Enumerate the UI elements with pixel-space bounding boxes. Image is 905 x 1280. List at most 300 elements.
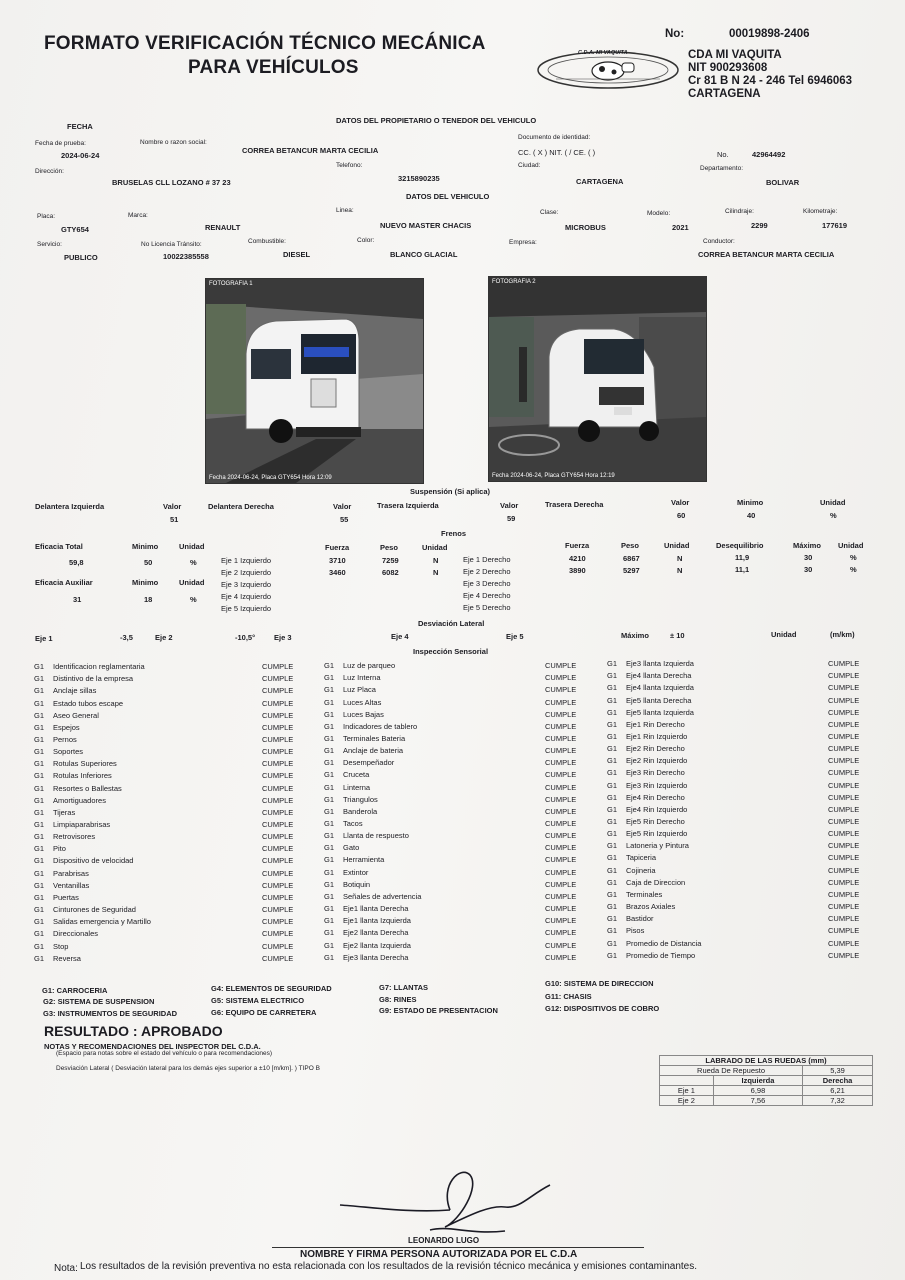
inspection-group-code: G1	[34, 722, 45, 732]
inspection-group-code: G1	[34, 783, 45, 793]
inspection-group-code: G1	[607, 671, 618, 681]
modelo-label: Modelo:	[647, 210, 671, 217]
inspection-group-code: G1	[607, 926, 618, 936]
direccion-label: Dirección:	[35, 168, 64, 175]
r1-peso: 6867	[623, 554, 640, 563]
licencia-label: No Licencia Tránsito:	[141, 241, 202, 248]
inspection-item-result: CUMPLE	[828, 756, 860, 766]
inspection-item-result: CUMPLE	[828, 780, 860, 790]
dev-eje2-label: Eje 2	[155, 633, 173, 642]
inspection-group-code: G1	[324, 697, 335, 707]
inspection-item-label: Anclaje sillas	[53, 686, 97, 696]
eficacia-total-label: Eficacia Total	[35, 542, 83, 551]
inspection-item-result: CUMPLE	[262, 880, 294, 890]
inspection-item-label: Identificacion reglamentaria	[53, 662, 145, 671]
susp-valor-label-3: Valor	[500, 501, 519, 510]
inspection-item-result: CUMPLE	[545, 733, 577, 743]
inspection-item-result: CUMPLE	[262, 820, 294, 829]
l2-peso: 6082	[382, 568, 399, 577]
ea-unit: %	[190, 595, 197, 604]
inspection-item-result: CUMPLE	[828, 671, 860, 681]
photo-1-label: FOTOGRAFIA 1	[209, 281, 253, 287]
right-axle-1: Eje 1 Derecho	[463, 555, 511, 564]
inspection-group-code: G1	[607, 719, 618, 729]
photo-1	[205, 278, 424, 484]
ciudad-label: Ciudad:	[518, 162, 541, 169]
inspection-item-result: CUMPLE	[545, 746, 577, 755]
inspection-item-label: Eje1 Rin Izquierdo	[626, 731, 688, 741]
labrado-table	[659, 1055, 873, 1106]
inspection-item-label: Luz Interna	[343, 673, 381, 683]
inspection-item-result: CUMPLE	[828, 938, 860, 948]
inspection-item-label: Luz Placa	[343, 685, 376, 695]
inspection-item-result: CUMPLE	[828, 659, 860, 668]
inspection-group-code: G1	[34, 771, 45, 781]
inspection-item-label: Eje3 llanta Derecha	[343, 952, 409, 962]
photo-1-caption: Fecha 2024-06-24, Placa GTY654 Hora 12:09	[209, 475, 332, 481]
inspection-item-label: Promedio de Tiempo	[626, 950, 696, 960]
photo-2-caption: Fecha 2024-06-24, Placa GTY654 Hora 12:19	[492, 473, 615, 479]
inspection-group-code: G1	[607, 902, 618, 911]
ea-unidad-label: Unidad	[179, 578, 205, 587]
inspection-item-label: Llanta de respuesto	[343, 831, 409, 841]
inspection-item-result: CUMPLE	[828, 817, 860, 826]
inspection-group-code: G1	[324, 661, 335, 670]
inspection-group-code: G1	[34, 929, 45, 939]
inspection-item-label: Dispositivo de velocidad	[53, 856, 134, 866]
inspection-item-label: Rotulas Inferiores	[53, 771, 112, 781]
inspection-group-code: G1	[34, 844, 45, 854]
inspection-group-code: G1	[324, 794, 335, 804]
inspection-group-code: G1	[607, 853, 618, 863]
ea-minimo-label: Minimo	[132, 578, 159, 587]
inspection-item-result: CUMPLE	[545, 819, 577, 828]
inspection-item-result: CUMPLE	[262, 710, 294, 720]
cda-city: CARTAGENA	[688, 88, 761, 100]
inspection-group-code: G1	[34, 674, 45, 684]
inspection-item-label: Cinturones de Seguridad	[53, 905, 136, 914]
inspection-group-code: G1	[607, 914, 618, 924]
inspection-item-label: Caja de Direccion	[626, 877, 686, 887]
inspection-item-label: Indicadores de tablero	[343, 721, 418, 731]
kilometraje-label: Kilometraje:	[803, 208, 838, 215]
inspection-item-label: Eje3 llanta Izquierda	[626, 659, 694, 668]
photo-2	[488, 276, 707, 482]
inspection-item-result: CUMPLE	[545, 794, 577, 804]
left-axle-2: Eje 2 Izquierdo	[221, 568, 272, 577]
inspection-item-label: Pernos	[53, 734, 77, 744]
inspection-item-result: CUMPLE	[262, 771, 294, 781]
inspection-item-label: Eje5 llanta Izquierda	[626, 707, 694, 717]
combustible-value: DIESEL	[283, 250, 311, 259]
nombre-label: Nombre o razon social:	[140, 139, 207, 146]
et-min-value: 50	[144, 558, 153, 567]
inspection-item-result: CUMPLE	[545, 758, 577, 768]
kilometraje-value: 177619	[822, 221, 848, 230]
inspection-item-label: Reversa	[53, 953, 81, 963]
inspection-group-code: G1	[607, 707, 618, 717]
dev-eje1-value: -3,5	[120, 633, 133, 642]
inspection-item-result: CUMPLE	[262, 941, 294, 951]
inspection-item-result: CUMPLE	[545, 709, 577, 719]
inspection-group-code: G1	[324, 831, 335, 841]
color-label: Color:	[357, 237, 375, 244]
inspection-item-label: Eje4 llanta Derecha	[626, 671, 692, 681]
inspection-group-code: G1	[324, 782, 335, 792]
signature-line	[272, 1247, 644, 1248]
r2-pct: %	[850, 565, 857, 574]
inspection-item-label: Retrovisores	[53, 832, 96, 842]
placa-label: Placa:	[37, 213, 56, 220]
vehicle-section-heading: DATOS DEL VEHICULO	[406, 192, 490, 201]
r2-max: 30	[804, 565, 813, 574]
inspection-group-code: G1	[607, 865, 618, 875]
inspection-group-code: G1	[34, 820, 45, 829]
inspection-group-code: G1	[324, 709, 335, 719]
doc-title-line2: PARA VEHÍCULOS	[188, 57, 359, 78]
labrado-der-header: Derecha	[803, 1076, 873, 1086]
conductor-label: Conductor:	[703, 238, 735, 245]
inspection-item-label: Brazos Axiales	[626, 902, 676, 911]
logo-text: C.D.A. MI VAQUITA	[578, 50, 628, 56]
doc-number: 00019898-2406	[729, 28, 810, 40]
inspection-item-result: CUMPLE	[545, 673, 577, 683]
labrado-corner	[660, 1076, 714, 1086]
fuerza-label-right: Fuerza	[565, 541, 590, 550]
inspection-item-label: Eje2 llanta Izquierda	[343, 940, 411, 950]
inspection-group-code: G1	[324, 758, 335, 768]
signatory-name: LEONARDO LUGO	[408, 1236, 480, 1245]
desviacion-title: Desviación Lateral	[418, 619, 485, 628]
resultado: RESULTADO : APROBADO	[44, 1023, 223, 1039]
labrado-izq-header: Izquierda	[713, 1076, 802, 1086]
legend-g2: G2: SISTEMA DE SUSPENSION	[43, 997, 155, 1006]
labrado-title: LABRADO DE LAS RUEDAS (mm)	[660, 1056, 873, 1066]
susp-tra-der-label: Trasera Derecha	[545, 500, 604, 509]
inspection-item-label: Eje4 llanta Izquierda	[626, 683, 694, 693]
labrado-row-der: 7,32	[803, 1096, 873, 1106]
inspection-item-result: CUMPLE	[262, 795, 294, 805]
legend-g4: G4: ELEMENTOS DE SEGURIDAD	[211, 984, 332, 993]
inspection-item-label: Desempeñador	[343, 758, 395, 768]
marca-value: RENAULT	[205, 223, 241, 232]
linea-label: Linea:	[336, 207, 354, 214]
inspection-item-label: Eje5 Rin Derecho	[626, 817, 685, 826]
inspection-group-code: G1	[607, 938, 618, 948]
labrado-row-eje: Eje 1	[660, 1086, 714, 1096]
inspection-group-code: G1	[324, 685, 335, 695]
telefono-value: 3215890235	[398, 174, 440, 183]
unidad-label-left: Unidad	[422, 543, 448, 552]
inspection-item-result: CUMPLE	[828, 902, 860, 911]
notas-sub: (Espacio para notas sobre el estado del vehículo o para recomendaciones)	[56, 1050, 273, 1057]
susp-del-der-value: 55	[340, 515, 349, 524]
inspection-group-code: G1	[607, 744, 618, 753]
inspection-item-result: CUMPLE	[545, 831, 577, 841]
peso-label-left: Peso	[380, 543, 398, 552]
inspection-item-label: Promedio de Distancia	[626, 938, 702, 948]
inspection-group-code: G1	[607, 817, 618, 826]
inspection-item-label: Eje5 Rin Izquierdo	[626, 829, 688, 839]
inspection-group-code: G1	[324, 770, 335, 780]
inspection-item-result: CUMPLE	[262, 747, 294, 756]
et-unidad-label: Unidad	[179, 542, 205, 551]
left-axle-5: Eje 5 Izquierdo	[221, 604, 272, 613]
inspection-item-result: CUMPLE	[262, 892, 294, 902]
inspection-item-label: Eje5 llanta Derecha	[626, 695, 692, 705]
fecha-prueba-label: Fecha de prueba:	[35, 140, 86, 147]
et-value: 59,8	[69, 558, 84, 567]
inspection-item-result: CUMPLE	[545, 952, 577, 962]
left-axle-1: Eje 1 Izquierdo	[221, 556, 272, 565]
ea-value: 31	[73, 595, 82, 604]
inspection-item-label: Pito	[53, 844, 66, 854]
inspection-item-label: Terminales Bateria	[343, 733, 406, 743]
direccion-value: BRUSELAS CLL LOZANO # 37 23	[112, 178, 231, 187]
inspection-group-code: G1	[324, 916, 335, 926]
inspection-item-label: Cojineria	[626, 865, 656, 875]
footer-note-text: Los resultados de la revisión preventiva no esta relacionada con los resultados de la revisión técnico mecánica y emisiones contaminantes.	[80, 1261, 698, 1272]
inspection-item-result: CUMPLE	[828, 889, 860, 899]
inspection-group-code: G1	[324, 819, 335, 828]
inspection-item-result: CUMPLE	[828, 719, 860, 729]
inspection-item-label: Limpiaparabrisas	[53, 820, 111, 829]
inspection-item-result: CUMPLE	[828, 695, 860, 705]
inspection-group-code: G1	[324, 952, 335, 962]
inspection-item-result: CUMPLE	[828, 683, 860, 693]
inspection-group-code: G1	[607, 780, 618, 790]
inspection-item-label: Luces Bajas	[343, 709, 384, 719]
inspection-item-result: CUMPLE	[828, 926, 860, 936]
clase-label: Clase:	[540, 209, 559, 216]
inspection-item-label: Tacos	[343, 819, 363, 828]
dev-eje1-label: Eje 1	[35, 634, 53, 643]
l1-peso: 7259	[382, 556, 399, 565]
inspection-item-result: CUMPLE	[262, 953, 294, 963]
susp-tra-izq-label: Trasera Izquierda	[377, 501, 439, 510]
inspection-item-result: CUMPLE	[828, 829, 860, 839]
inspection-item-label: Tijeras	[53, 807, 76, 817]
inspection-item-result: CUMPLE	[262, 929, 294, 939]
inspection-group-code: G1	[324, 733, 335, 743]
inspection-item-result: CUMPLE	[262, 905, 294, 914]
inspection-group-code: G1	[324, 806, 335, 816]
inspection-item-result: CUMPLE	[545, 721, 577, 731]
susp-valor-label-4: Valor	[671, 498, 690, 507]
r1-pct: %	[850, 553, 857, 562]
legend-g12: G12: DISPOSITIVOS DE COBRO	[545, 1004, 660, 1013]
r2-unit: N	[677, 566, 683, 575]
inspection-item-label: Stop	[53, 941, 69, 951]
labrado-row-izq: 7,56	[713, 1096, 802, 1106]
inspection-item-result: CUMPLE	[545, 891, 577, 901]
inspection-group-code: G1	[34, 710, 45, 720]
r2-fuerza: 3890	[569, 566, 586, 575]
inspection-group-code: G1	[324, 721, 335, 731]
inspection-item-label: Pisos	[626, 926, 645, 936]
inspection-item-label: Triangulos	[343, 794, 378, 804]
inspection-item-label: Luz de parqueo	[343, 661, 396, 670]
inspection-group-code: G1	[607, 792, 618, 802]
inspection-group-code: G1	[34, 747, 45, 756]
r2-deseq: 11,1	[735, 565, 750, 574]
inspection-item-result: CUMPLE	[545, 661, 577, 670]
inspection-item-result: CUMPLE	[545, 940, 577, 950]
inspection-item-result: CUMPLE	[545, 916, 577, 926]
inspection-group-code: G1	[324, 940, 335, 950]
inspection-item-result: CUMPLE	[262, 662, 294, 671]
legend-g10: G10: SISTEMA DE DIRECCION	[545, 979, 654, 988]
dev-maximo-value: ± 10	[670, 631, 685, 640]
susp-unidad-value: %	[830, 511, 837, 520]
inspection-item-label: Botiquin	[343, 879, 371, 889]
departamento-label: Departamento:	[700, 165, 743, 172]
inspection-group-code: G1	[607, 841, 618, 851]
susp-valor-label-2: Valor	[333, 502, 352, 511]
susp-minimo-value: 40	[747, 511, 756, 520]
linea-value: NUEVO MASTER CHACIS	[380, 221, 472, 230]
inspection-group-code: G1	[324, 904, 335, 913]
doc-title-line1: FORMATO VERIFICACIÓN TÉCNICO MECÁNICA	[44, 33, 486, 54]
legend-g3: G3: INSTRUMENTOS DE SEGURIDAD	[43, 1009, 178, 1018]
inspection-item-label: Eje2 Rin Izquierdo	[626, 756, 688, 766]
inspection-item-result: CUMPLE	[262, 734, 294, 744]
inspection-item-result: CUMPLE	[545, 697, 577, 707]
signature-caption: NOMBRE Y FIRMA PERSONA AUTORIZADA POR EL C.D.A	[300, 1249, 578, 1260]
inspection-item-label: Eje4 Rin Izquierdo	[626, 804, 688, 814]
inspection-item-label: Eje3 Rin Izquierdo	[626, 780, 688, 790]
inspection-item-result: CUMPLE	[828, 841, 860, 851]
footer-note-label: Nota:	[54, 1263, 78, 1274]
susp-minimo-label: Minimo	[737, 498, 764, 507]
owner-section-heading: DATOS DEL PROPIETARIO O TENEDOR DEL VEHICULO	[336, 116, 537, 125]
inspection-group-code: G1	[34, 734, 45, 744]
r1-deseq: 11,9	[735, 553, 750, 562]
unidad-label-right: Unidad	[664, 541, 690, 550]
photo-2-label: FOTOGRAFIA 2	[492, 279, 536, 285]
modelo-value: 2021	[672, 223, 689, 232]
inspection-item-result: CUMPLE	[545, 843, 577, 853]
inspection-group-code: G1	[607, 695, 618, 705]
inspection-group-code: G1	[607, 829, 618, 839]
legend-g7: G7: LLANTAS	[379, 983, 429, 992]
susp-del-der-label: Delantera Derecha	[208, 502, 274, 511]
susp-unidad-label: Unidad	[820, 498, 846, 507]
inspection-item-label: Soportes	[53, 747, 84, 756]
doc-no-label: No.	[717, 150, 729, 159]
left-axle-4: Eje 4 Izquierdo	[221, 592, 272, 601]
placa-value: GTY654	[61, 225, 89, 234]
inspection-item-result: CUMPLE	[828, 731, 860, 741]
r1-unit: N	[677, 554, 683, 563]
inspection-item-label: Banderola	[343, 806, 378, 816]
inspection-group-code: G1	[34, 856, 45, 866]
inspection-item-result: CUMPLE	[545, 855, 577, 865]
inspection-group-code: G1	[607, 768, 618, 778]
inspection-group-code: G1	[34, 880, 45, 890]
r1-fuerza: 4210	[569, 554, 586, 563]
inspection-group-code: G1	[34, 832, 45, 842]
cda-logo	[536, 49, 681, 91]
inspection-item-label: Aseo General	[53, 710, 99, 720]
eficacia-aux-label: Eficacia Auxiliar	[35, 578, 93, 587]
right-axle-5: Eje 5 Derecho	[463, 603, 511, 612]
inspection-item-result: CUMPLE	[545, 867, 577, 877]
susp-valor-label-1: Valor	[163, 502, 182, 511]
repuesto-value: 5,39	[803, 1066, 873, 1076]
conductor-value: CORREA BETANCUR MARTA CECILIA	[698, 250, 835, 259]
inspection-item-label: Puertas	[53, 892, 79, 902]
dev-eje3-label: Eje 3	[274, 633, 292, 642]
inspection-item-result: CUMPLE	[545, 782, 577, 792]
labrado-row-izq: 6,98	[713, 1086, 802, 1096]
ciudad-value: CARTAGENA	[576, 177, 624, 186]
doc-types: CC. ( X ) NIT. ( / CE. ( )	[518, 148, 596, 157]
labrado-row-der: 6,21	[803, 1086, 873, 1096]
inspection-item-result: CUMPLE	[828, 792, 860, 802]
inspection-item-result: CUMPLE	[828, 914, 860, 924]
suspension-title: Suspensión (Si aplica)	[410, 487, 491, 496]
inspection-item-label: Salidas emergencia y Martillo	[53, 917, 151, 927]
right-axle-3: Eje 3 Derecho	[463, 579, 511, 588]
signature	[330, 1165, 560, 1245]
cda-nit: NIT 900293608	[688, 62, 768, 74]
inspection-item-label: Luces Altas	[343, 697, 382, 707]
inspection-item-result: CUMPLE	[545, 928, 577, 938]
inspection-group-code: G1	[324, 746, 335, 755]
inspection-item-result: CUMPLE	[828, 853, 860, 863]
inspection-group-code: G1	[34, 917, 45, 927]
inspection-item-result: CUMPLE	[545, 879, 577, 889]
l1-unit: N	[433, 556, 439, 565]
dev-eje2-value: -10,5°	[235, 633, 256, 642]
inspection-item-result: CUMPLE	[262, 856, 294, 866]
legend-g5: G5: SISTEMA ELECTRICO	[211, 996, 305, 1005]
cilindraje-value: 2299	[751, 221, 768, 230]
inspection-item-label: Latoneria y Pintura	[626, 841, 689, 851]
inspection-item-result: CUMPLE	[262, 868, 294, 878]
dev-eje5-label: Eje 5	[506, 632, 524, 641]
repuesto-label: Rueda De Repuesto	[660, 1066, 803, 1076]
inspection-group-code: G1	[324, 879, 335, 889]
inspection-item-result: CUMPLE	[828, 768, 860, 778]
inspection-item-result: CUMPLE	[262, 759, 294, 769]
inspection-item-label: Anclaje de bateria	[343, 746, 404, 755]
inspection-item-result: CUMPLE	[828, 707, 860, 717]
inspection-item-label: Parabrisas	[53, 868, 89, 878]
ea-min-value: 18	[144, 595, 153, 604]
inspection-item-label: Eje3 Rin Derecho	[626, 768, 685, 778]
inspection-group-code: G1	[324, 843, 335, 853]
marca-label: Marca:	[128, 212, 148, 219]
inspection-group-code: G1	[607, 889, 618, 899]
inspection-item-result: CUMPLE	[262, 686, 294, 696]
susp-del-izq-value: 51	[170, 515, 179, 524]
inspection-item-result: CUMPLE	[545, 904, 577, 913]
inspection-group-code: G1	[34, 759, 45, 769]
inspection-item-label: Eje2 Rin Derecho	[626, 744, 685, 753]
inspection-group-code: G1	[34, 795, 45, 805]
inspection-item-label: Señales de advertencia	[343, 891, 422, 901]
fuerza-label-left: Fuerza	[325, 543, 350, 552]
inspection-group-code: G1	[324, 928, 335, 938]
inspection-item-label: Estado tubos escape	[53, 698, 124, 708]
licencia-value: 10022385558	[163, 252, 209, 261]
dev-maximo-label: Máximo	[621, 631, 649, 640]
inspection-item-label: Rotulas Superiores	[53, 759, 117, 769]
inspection-group-code: G1	[34, 941, 45, 951]
inspection-group-code: G1	[607, 877, 618, 887]
